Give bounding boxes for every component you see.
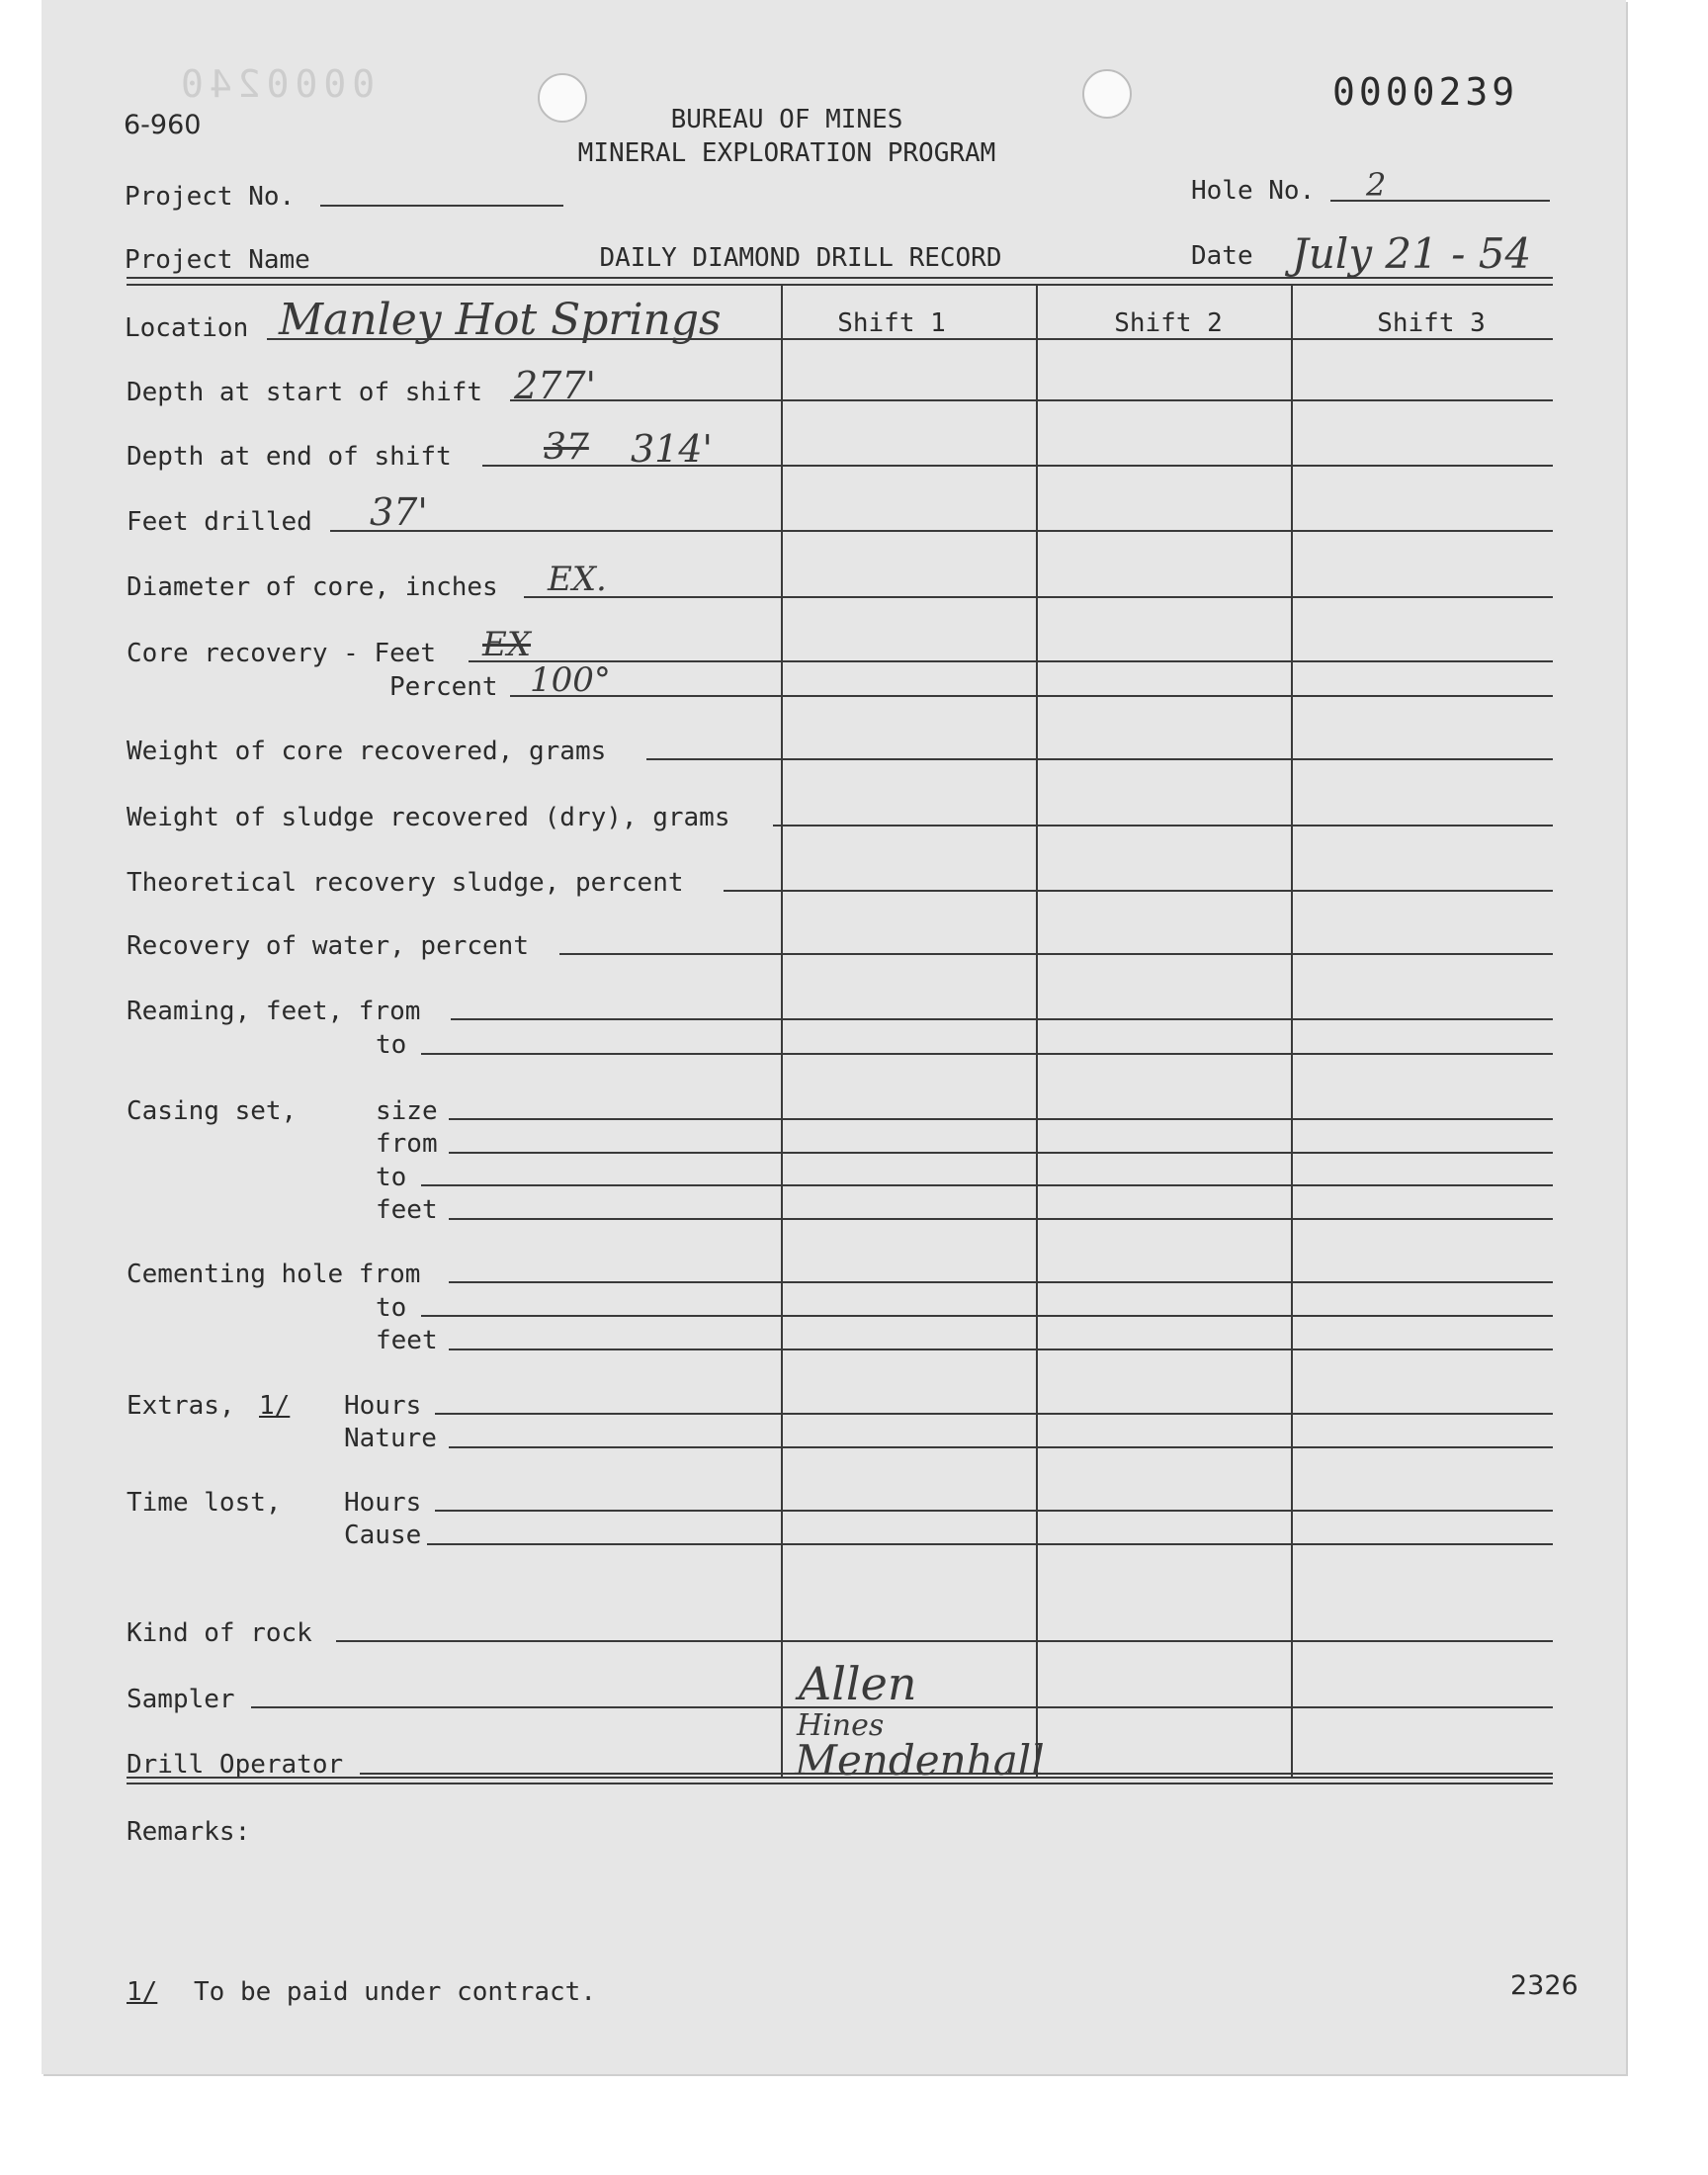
core-recovery-struck: EX	[482, 625, 532, 664]
feet-drilled-value: 37'	[370, 490, 428, 534]
header-rule-bottom	[127, 284, 1553, 286]
hole-no-value: 2	[1366, 166, 1387, 204]
footnote-ref: 1/	[127, 1977, 158, 2007]
cementing-to-label: to	[376, 1293, 407, 1323]
weight-core-label: Weight of core recovered, grams	[127, 737, 607, 766]
extras-note-ref: 1/	[259, 1391, 291, 1421]
punch-hole-right	[1082, 69, 1132, 119]
column-shift-1: Shift 1	[837, 308, 946, 338]
cementing-from-field[interactable]	[449, 1281, 1553, 1283]
depth-end-field[interactable]	[482, 465, 1553, 467]
water-label: Recovery of water, percent	[127, 931, 529, 961]
core-recovery-label: Core recovery - Feet	[127, 639, 437, 668]
sampler-signature: Allen	[799, 1657, 917, 1710]
casing-from-label: from	[376, 1129, 438, 1159]
theoretical-label: Theoretical recovery sludge, percent	[127, 868, 684, 898]
operator-signature-2: Mendenhall	[795, 1736, 1045, 1784]
hole-no-label: Hole No.	[1191, 176, 1316, 206]
extras-hours-label: Hours	[344, 1391, 422, 1421]
depth-start-value: 277'	[514, 364, 596, 407]
casing-size-field[interactable]	[449, 1118, 1553, 1120]
core-recovery-feet-field[interactable]	[469, 660, 1553, 662]
water-field[interactable]	[559, 953, 1553, 955]
page-code: 2326	[1510, 1970, 1579, 2001]
header-rule-top	[127, 277, 1553, 279]
form-sheet	[42, 0, 1626, 2074]
core-recovery-percent-field[interactable]	[510, 695, 1553, 697]
casing-feet-field[interactable]	[449, 1218, 1553, 1220]
project-name-label: Project Name	[125, 245, 310, 275]
time-lost-label: Time lost,	[127, 1488, 282, 1518]
casing-size-label: size	[376, 1096, 438, 1126]
time-lost-hours-field[interactable]	[435, 1510, 1553, 1512]
cementing-feet-field[interactable]	[449, 1348, 1553, 1350]
weight-sludge-field[interactable]	[773, 825, 1553, 826]
time-lost-cause-label: Cause	[344, 1521, 422, 1550]
location-field[interactable]	[267, 338, 1553, 340]
footnote-text: To be paid under contract.	[194, 1977, 596, 2007]
date-value: July 21 - 54	[1292, 229, 1532, 278]
agency-title: BUREAU OF MINES	[670, 105, 903, 134]
remarks-label: Remarks:	[127, 1817, 251, 1847]
record-title: DAILY DIAMOND DRILL RECORD	[599, 243, 1002, 273]
depth-end-value: 314'	[631, 427, 713, 471]
casing-feet-label: feet	[376, 1195, 438, 1225]
weight-core-field[interactable]	[646, 758, 1553, 760]
hole-no-field[interactable]	[1330, 200, 1550, 202]
reaming-to-field[interactable]	[421, 1053, 1553, 1055]
project-no-field[interactable]	[320, 205, 563, 207]
footer-rule-top	[127, 1777, 1553, 1779]
casing-to-field[interactable]	[421, 1184, 1553, 1186]
weight-sludge-label: Weight of sludge recovered (dry), grams	[127, 803, 730, 832]
cementing-to-field[interactable]	[421, 1315, 1553, 1317]
sampler-field[interactable]	[251, 1706, 1553, 1708]
reaming-label: Reaming, feet, from	[127, 997, 421, 1026]
percent-value: 100°	[530, 660, 611, 700]
percent-label: Percent	[389, 672, 498, 702]
diameter-value: EX.	[548, 560, 607, 599]
column-shift-2: Shift 2	[1114, 308, 1223, 338]
cementing-label: Cementing hole from	[127, 1260, 421, 1289]
program-title: MINERAL EXPLORATION PROGRAM	[577, 138, 996, 168]
punch-hole-left	[538, 73, 587, 123]
location-value: Manley Hot Springs	[279, 295, 722, 345]
document-number: 0000239	[1332, 70, 1519, 114]
depth-end-label: Depth at end of shift	[127, 442, 452, 472]
column-divider-2	[1036, 284, 1038, 1777]
sampler-label: Sampler	[127, 1685, 235, 1714]
ghost-number: 0000240	[175, 62, 376, 106]
casing-from-field[interactable]	[449, 1152, 1553, 1154]
extras-label: Extras,	[127, 1391, 235, 1421]
rock-field[interactable]	[336, 1640, 1553, 1642]
extras-nature-field[interactable]	[449, 1446, 1553, 1448]
form-number: 6-960	[124, 110, 202, 140]
depth-end-struck: 37	[544, 427, 589, 468]
column-divider-3	[1291, 284, 1293, 1777]
rock-label: Kind of rock	[127, 1618, 312, 1648]
location-label: Location	[125, 313, 249, 343]
footer-rule-bottom	[127, 1783, 1553, 1784]
operator-label: Drill Operator	[127, 1750, 344, 1780]
diameter-field[interactable]	[524, 596, 1553, 598]
date-label: Date	[1191, 241, 1253, 271]
reaming-from-field[interactable]	[451, 1018, 1553, 1020]
time-lost-hours-label: Hours	[344, 1488, 422, 1518]
time-lost-cause-field[interactable]	[427, 1543, 1553, 1545]
depth-start-field[interactable]	[510, 399, 1553, 401]
diameter-label: Diameter of core, inches	[127, 572, 498, 602]
extras-nature-label: Nature	[344, 1424, 437, 1453]
extras-hours-field[interactable]	[435, 1413, 1553, 1415]
casing-label: Casing set,	[127, 1096, 298, 1126]
reaming-to-label: to	[376, 1030, 407, 1060]
theoretical-field[interactable]	[724, 890, 1553, 892]
project-no-label: Project No.	[125, 182, 296, 212]
column-divider-1	[781, 284, 783, 1777]
feet-drilled-label: Feet drilled	[127, 507, 312, 537]
casing-to-label: to	[376, 1163, 407, 1192]
column-shift-3: Shift 3	[1377, 308, 1486, 338]
operator-signature-1: Hines	[797, 1708, 885, 1743]
feet-drilled-field[interactable]	[330, 530, 1553, 532]
cementing-feet-label: feet	[376, 1326, 438, 1355]
depth-start-label: Depth at start of shift	[127, 378, 483, 407]
operator-field[interactable]	[360, 1773, 1553, 1775]
